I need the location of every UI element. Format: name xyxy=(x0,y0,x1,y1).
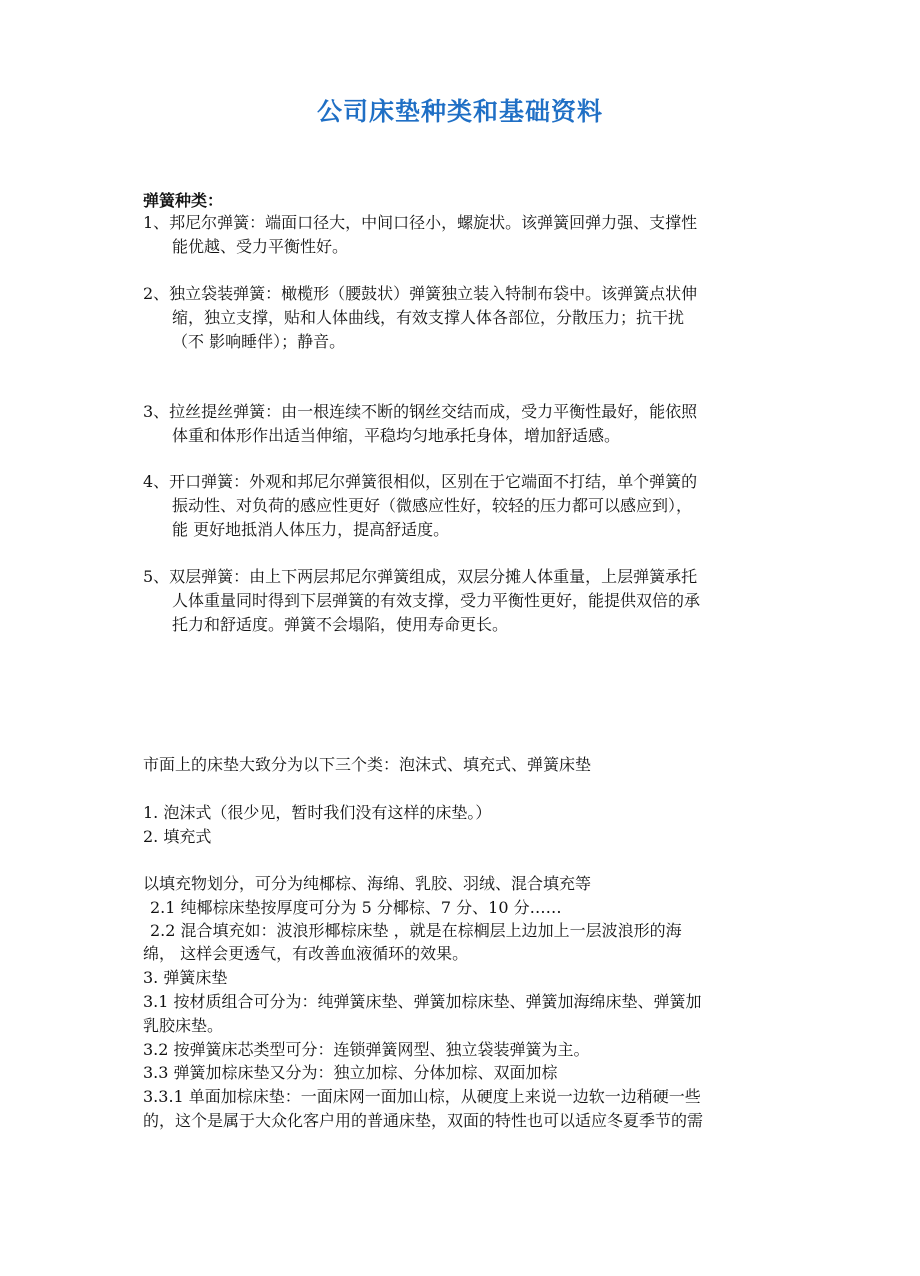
spring-item-1-line-1: 1、邦尼尔弹簧：端面口径大，中间口径小，螺旋状。该弹簧回弹力强、支撑性 xyxy=(143,213,698,232)
type-2: 2. 填充式 xyxy=(143,827,212,846)
spring-3-1-line-1: 3.1 按材质组合可分为：纯弹簧床垫、弹簧加棕床垫、弹簧加海绵床垫、弹簧加 xyxy=(143,992,702,1011)
spring-3-1-line-2: 乳胶床垫。 xyxy=(143,1016,224,1035)
type-3: 3. 弹簧床垫 xyxy=(143,968,228,987)
spring-item-4-line-2: 振动性、对负荷的感应性更好（微感应性好，较轻的压力都可以感应到）， xyxy=(172,496,693,515)
spring-item-3-line-2: 体重和体形作出适当伸缩，平稳均匀地承托身体，增加舒适感。 xyxy=(172,426,621,445)
spring-item-4-line-1: 4、开口弹簧：外观和邦尼尔弹簧很相似，区别在于它端面不打结，单个弹簧的 xyxy=(143,472,698,491)
spring-item-5-line-1: 5、双层弹簧：由上下两层邦尼尔弹簧组成，双层分摊人体重量，上层弹簧承托 xyxy=(143,567,698,586)
spring-3-3-1-line-2: 的，这个是属于大众化客户用的普通床垫，双面的特性也可以适应冬夏季节的需 xyxy=(143,1111,704,1130)
spring-item-1-line-2: 能优越、受力平衡性好。 xyxy=(172,237,349,256)
spring-item-4-line-3: 能 更好地抵消人体压力，提高舒适度。 xyxy=(172,520,450,539)
spring-3-3: 3.3 弹簧加棕床垫又分为：独立加棕、分体加棕、双面加棕 xyxy=(143,1063,558,1082)
fill-2-2-line-2: 绵， 这样会更透气，有改善血液循环的效果。 xyxy=(143,944,469,963)
spring-item-3-line-1: 3、拉丝提丝弹簧：由一根连续不断的钢丝交结而成，受力平衡性最好，能依照 xyxy=(143,402,698,421)
spring-item-2-line-3: （不 影响睡伴）；静音。 xyxy=(172,332,346,351)
spring-item-5-line-2: 人体重量同时得到下层弹簧的有效支撑，受力平衡性更好，能提供双倍的承 xyxy=(172,591,701,610)
spring-item-5-line-3: 托力和舒适度。弹簧不会塌陷，使用寿命更长。 xyxy=(172,615,509,634)
spring-3-3-1-line-1: 3.3.1 单面加棕床垫：一面床网一面加山棕，从硬度上来说一边软一边稍硬一些 xyxy=(143,1087,701,1106)
spring-3-2: 3.2 按弹簧床芯类型可分：连锁弹簧网型、独立袋装弹簧为主。 xyxy=(143,1040,590,1059)
section-heading: 弹簧种类： xyxy=(143,191,224,210)
market-intro: 市面上的床垫大致分为以下三个类：泡沫式、填充式、弹簧床垫 xyxy=(143,755,592,774)
type-1: 1. 泡沫式（很少见，暂时我们没有这样的床垫。） xyxy=(143,803,492,822)
spring-item-2-line-2: 缩，独立支撑，贴和人体曲线，有效支撑人体各部位，分散压力；抗干扰 xyxy=(172,308,685,327)
document-title: 公司床垫种类和基础资料 xyxy=(316,97,603,126)
fill-intro: 以填充物划分，可分为纯椰棕、海绵、乳胶、羽绒、混合填充等 xyxy=(143,874,592,893)
fill-2-1: 2.1 纯椰棕床垫按厚度可分为 5 分椰棕、7 分、10 分…… xyxy=(150,898,562,917)
fill-2-2-line-1: 2.2 混合填充如：波浪形椰棕床垫 ，就是在棕榈层上边加上一层波浪形的海 xyxy=(150,921,682,940)
spring-item-2-line-1: 2、独立袋装弹簧：橄榄形（腰鼓状）弹簧独立装入特制布袋中。该弹簧点状伸 xyxy=(143,284,698,303)
